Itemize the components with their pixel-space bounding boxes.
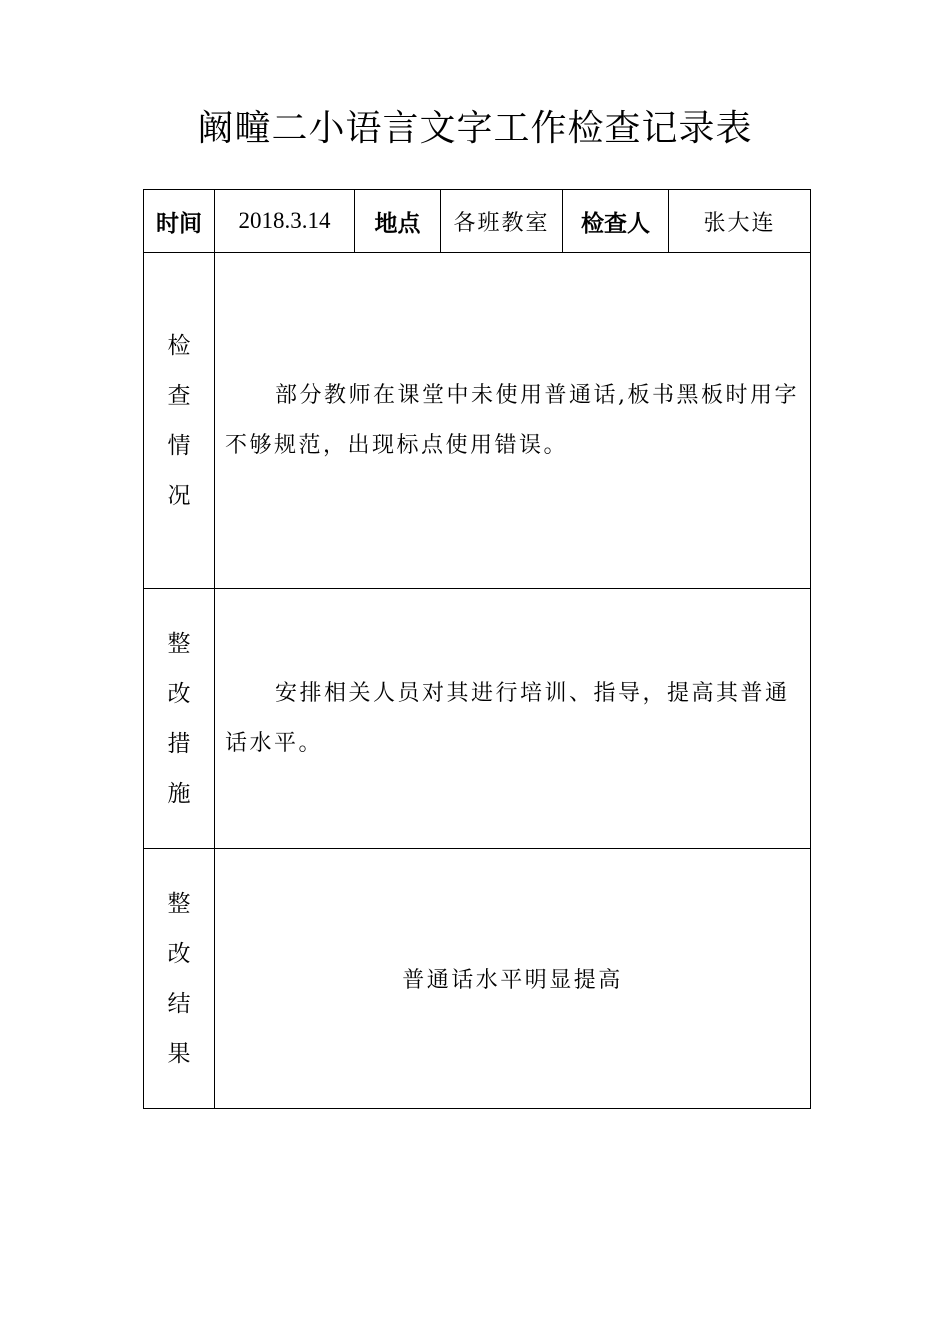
inspection-status-content <box>215 253 811 589</box>
rectification-measures-row <box>144 589 811 849</box>
label-char: 情 <box>167 432 191 459</box>
content-text: 安排相关人员对其进行培训、指导，提高其普通话水平。 <box>225 680 790 756</box>
label-char: 整 <box>167 630 191 657</box>
inspection-record-table <box>143 189 811 1109</box>
inspection-status-row <box>144 253 811 589</box>
label-char: 结 <box>167 990 191 1017</box>
rectification-result-row <box>144 849 811 1109</box>
rectification-result-label <box>144 849 215 1109</box>
label-char: 改 <box>167 940 191 967</box>
inspector-value: 张大连 <box>669 190 811 253</box>
label-char: 查 <box>167 382 191 409</box>
content-text: 部分教师在课堂中未使用普通话,板书黑板时用字不够规范，出现标点使用错误。 <box>225 382 799 458</box>
inspector-label: 检查人 <box>563 190 669 253</box>
rectification-result-content: 普通话水平明显提高 <box>215 849 811 1109</box>
label-char: 果 <box>167 1040 191 1067</box>
label-char: 措 <box>167 730 191 757</box>
header-row <box>144 190 811 253</box>
label-char: 施 <box>167 780 191 807</box>
rectification-measures-label <box>144 589 215 849</box>
inspection-status-label <box>144 253 215 589</box>
place-value: 各班教室 <box>441 190 563 253</box>
place-label: 地点 <box>355 190 441 253</box>
time-value: 2018.3.14 <box>215 190 355 253</box>
rectification-measures-content <box>215 589 811 849</box>
label-char: 整 <box>167 890 191 917</box>
time-label: 时间 <box>144 190 215 253</box>
label-char: 改 <box>167 680 191 707</box>
label-char: 检 <box>167 332 191 359</box>
label-char: 况 <box>167 482 191 509</box>
page-title: 阚疃二小语言文字工作检查记录表 <box>197 108 753 149</box>
